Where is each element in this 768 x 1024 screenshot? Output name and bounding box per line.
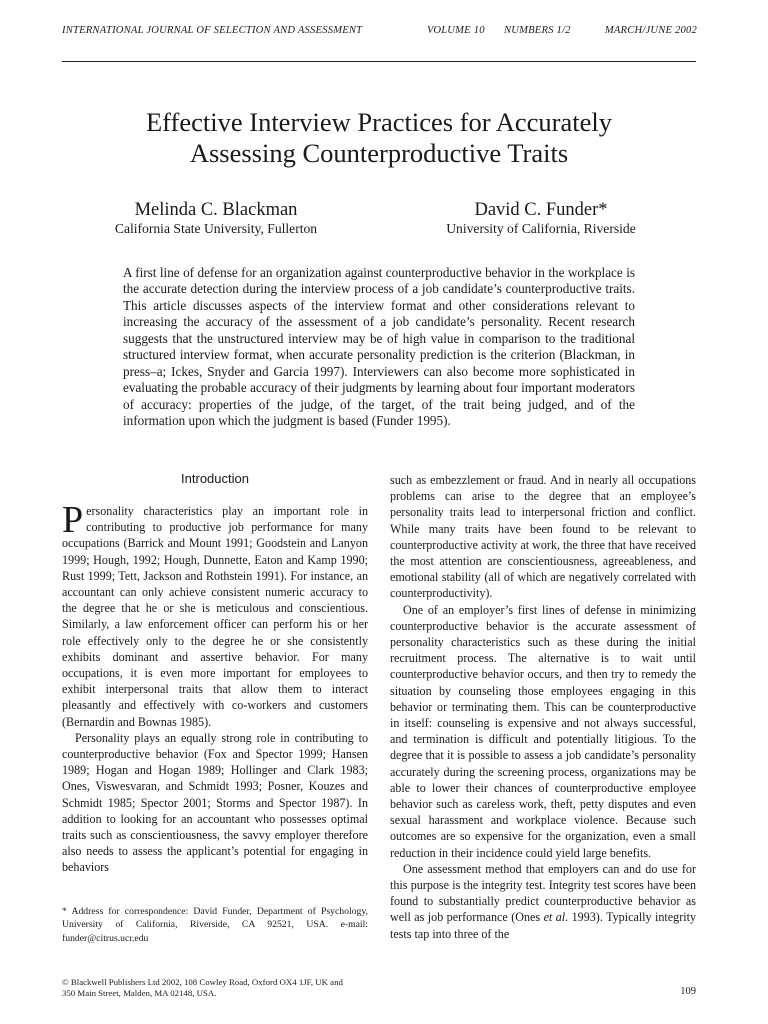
- paragraph: [390, 861, 696, 942]
- author-block-1: [88, 199, 344, 237]
- paragraph: such as embezzlement or fraud. And in nearly all occupations problems can arise to the degree that an employee’s personality traits lead to interpersonal friction and conflict. While many traits have been found to be relevant to counterproductive activity at work, the three that have received the most attention are conscientiousness, agreeableness, and emotional stability (all of which are negatively correlated with counterproductivity).: [390, 473, 696, 601]
- paragraph-text: ersonality characteristics play an important role in contributing to productive job performance for many occupations (Barrick and Mount 1991; Goodstein and Lanyon 1999; Hough, 1992; Hough, Dunnette, Eaton and Kamp 1990; Rust 1999; Tett, Jackson and Rothstein 1991). For instance, an accountant can only achieve consistent numeric accuracy to the degree that he or she is meticulous and conscientious. Similarly, a law enforcement officer can perform his or her role effectively only to the degree he or she consistently exhibits dominant and assertive behavior. For many occupations, it is even more important for employees to exhibit interpersonal traits that allow them to interact pleasantly and effectively with co-workers and customers (Bernardin and Bownas 1985).: [62, 504, 368, 729]
- publisher-line-1: © Blackwell Publishers Ltd 2002, 108 Cowley Road, Oxford OX4 1JF, UK and: [62, 977, 343, 987]
- right-column: [390, 472, 696, 942]
- drop-cap: P: [62, 499, 84, 541]
- footnote-text: * Address for correspondence: David Funder, Department of Psychology, University of California, Riverside, CA 92521, USA. e-mail: funder@citrus.ucr.edu: [62, 906, 368, 944]
- article-title: [62, 107, 696, 169]
- title-line-2: Assessing Counterproductive Traits: [189, 138, 569, 168]
- footnote: [62, 905, 368, 945]
- section-heading-introduction: Introduction: [181, 471, 249, 486]
- journal-date: MARCH/JUNE 2002: [604, 25, 697, 36]
- paragraph: Personality plays an equally strong role in contributing to counterproductive behavior (Fox and Spector 1999; Hansen 1989; Hogan and Hogan 1989; Hollinger and Clark 1983; Ones, Viswesvaran, and Schmidt 1993; Posner, Kouzes and Schmidt 1985; Spector 2001; Storms and Spector 1987). In addition to looking for an accountant who possesses optimal traits such as conscientiousness, the savvy employer therefore also needs to assess the applicant’s potential for engaging in behaviors: [62, 730, 368, 875]
- journal-name: INTERNATIONAL JOURNAL OF SELECTION AND ASSESSMENT: [62, 25, 363, 36]
- et-al: et al: [543, 910, 566, 925]
- author-block-2: [422, 199, 660, 237]
- author-affiliation: University of California, Riverside: [446, 221, 636, 236]
- header-rule: [62, 61, 696, 62]
- left-column: [62, 499, 368, 876]
- page-number: 109: [680, 986, 696, 997]
- abstract-text: A first line of defense for an organization against counterproductive behavior in the workplace is the accurate detection during the interview process of a job candidate’s counterproductive traits. This article discusses aspects of the interview format and other considerations relevant to increasing the accuracy of the assessment of a job candidate’s personality. Recent research suggests that the unstructured interview may be of high value in comparison to the traditional structured interview format, when accurate personality prediction is the criterion (Blackman, in press–a; Ickes, Snyder and Garcia 1997). Interviewers can also become more sophisticated in evaluating the probable accuracy of their judgments by learning about four important moderators of accuracy: properties of the judge, of the target, of the trait being judged, and of the information upon which the judgment is based (Funder 1995).: [123, 265, 635, 429]
- paragraph-text: . 1993). Typically integrity tests tap into three of the: [390, 910, 697, 941]
- paragraph-text: One assessment method that employers can and do use for this purpose is the integrity test. Integrity test scores have been found to substantially predict counterproductive behavior as well as job performance (Ones: [390, 861, 696, 925]
- paragraph: One of an employer’s first lines of defense in minimizing counterproductive behavior is the accurate assessment of personality characteristics such as these during the initial recruitment process. The alternative is to wait until counterproductive behavior occurs, and then try to remedy the situation by counseling those employees engaging in this behavior or terminating them. This can be counterproductive in itself: counseling is expensive and not always successful, and termination is difficult and potentially litigious. To the degree that it is possible to assess a job candidate’s personality accurately during the screening process, organizations may be able to lower their chances of counterproductive employee behavior such as careless work, theft, petty disputes and even sexual harassment and workplace violence. Because such outcomes are so expensive for the organization, even a small reduction in their incidence could yield large benefits.: [390, 602, 696, 860]
- journal-numbers: NUMBERS 1/2: [504, 25, 571, 36]
- author-name: David C. Funder*: [474, 200, 608, 220]
- abstract: [123, 265, 635, 430]
- title-line-1: Effective Interview Practices for Accurately: [146, 107, 612, 137]
- journal-volume: VOLUME 10: [427, 25, 485, 36]
- paragraph: [62, 499, 368, 730]
- publisher-line-2: 350 Main Street, Malden, MA 02148, USA.: [62, 988, 217, 998]
- author-name: Melinda C. Blackman: [134, 200, 298, 220]
- author-affiliation: California State University, Fullerton: [114, 221, 318, 236]
- publisher-notice: [62, 977, 382, 999]
